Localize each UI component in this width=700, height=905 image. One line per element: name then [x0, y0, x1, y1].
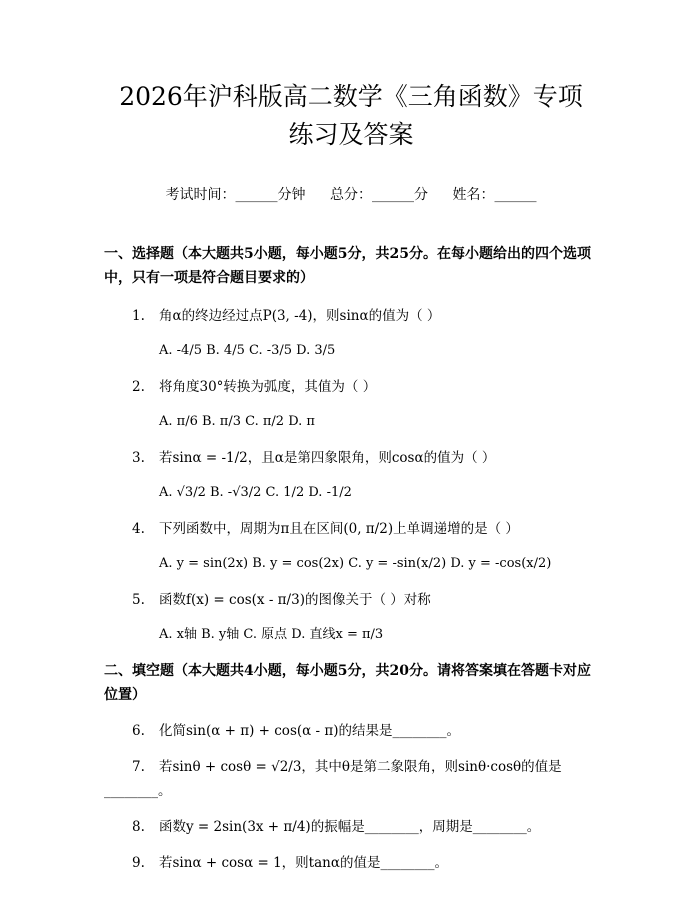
question-7 — [104, 755, 598, 803]
question-8 — [104, 815, 598, 839]
question-text: 下列函数中，周期为π且在区间(0, π/2)上单调递增的是（ ） — [159, 521, 519, 537]
question-number: 9. — [132, 855, 145, 871]
question-6 — [104, 719, 598, 743]
question-5-options: A. x轴 B. y轴 C. 原点 D. 直线x = π/3 — [159, 627, 384, 642]
question-text: 若sinα + cosα = 1，则tanα的值是________。 — [159, 855, 448, 871]
question-number: 2. — [132, 379, 145, 395]
question-number: 3. — [132, 450, 145, 466]
question-text: 若sinθ + cosθ = √2/3，其中θ是第二象限角，则sinθ·cosθ的值是________。 — [104, 759, 562, 799]
section-multiple-choice-title: 一、选择题（本大题共5小题，每小题5分，共25分。在每小题给出的四个选项中，只有一项是符合题目要求的） — [104, 246, 591, 286]
exam-meta — [104, 184, 598, 204]
question-number: 4. — [132, 521, 145, 537]
name-field: 姓名：______ — [452, 187, 537, 203]
question-2 — [104, 375, 598, 399]
question-number: 1. — [132, 308, 145, 324]
question-2-options: A. π/6 B. π/3 C. π/2 D. π — [159, 414, 315, 429]
question-9 — [104, 851, 598, 875]
question-1-options: A. -4/5 B. 4/5 C. -3/5 D. 3/5 — [159, 343, 336, 358]
question-text: 将角度30°转换为弧度，其值为（ ） — [159, 379, 377, 395]
question-number: 7. — [132, 759, 145, 775]
question-1 — [104, 304, 598, 328]
question-3 — [104, 446, 598, 470]
question-5 — [104, 588, 598, 612]
question-text: 角α的终边经过点P(3, -4)，则sinα的值为（ ） — [159, 308, 441, 324]
question-number: 5. — [132, 592, 145, 608]
question-3-options: A. √3/2 B. -√3/2 C. 1/2 D. -1/2 — [159, 485, 352, 500]
question-number: 8. — [132, 819, 145, 835]
question-text: 函数y = 2sin(3x + π/4)的振幅是________，周期是________。 — [159, 819, 541, 835]
question-text: 函数f(x) = cos(x - π/3)的图像关于（ ）对称 — [159, 592, 431, 608]
multiple-choice-list — [104, 304, 598, 645]
page-title: 2026年沪科版高二数学《三角函数》专项练习及答案 — [119, 82, 583, 149]
question-4-options: A. y = sin(2x) B. y = cos(2x) C. y = -sin(x/2) D. y = -cos(x/2) — [159, 556, 552, 571]
question-text: 若sinα = -1/2，且α是第四象限角，则cosα的值为（ ） — [159, 450, 496, 466]
exam-time-field: 考试时间：______分钟 — [165, 187, 306, 203]
question-number: 6. — [132, 723, 145, 739]
question-4 — [104, 517, 598, 541]
total-score-field: 总分：______分 — [330, 187, 428, 203]
section-fill-blank-title: 二、填空题（本大题共4小题，每小题5分，共20分。请将答案填在答题卡对应位置） — [104, 663, 591, 703]
fill-blank-list — [104, 719, 598, 875]
question-text: 化简sin(α + π) + cos(α - π)的结果是________。 — [159, 723, 461, 739]
